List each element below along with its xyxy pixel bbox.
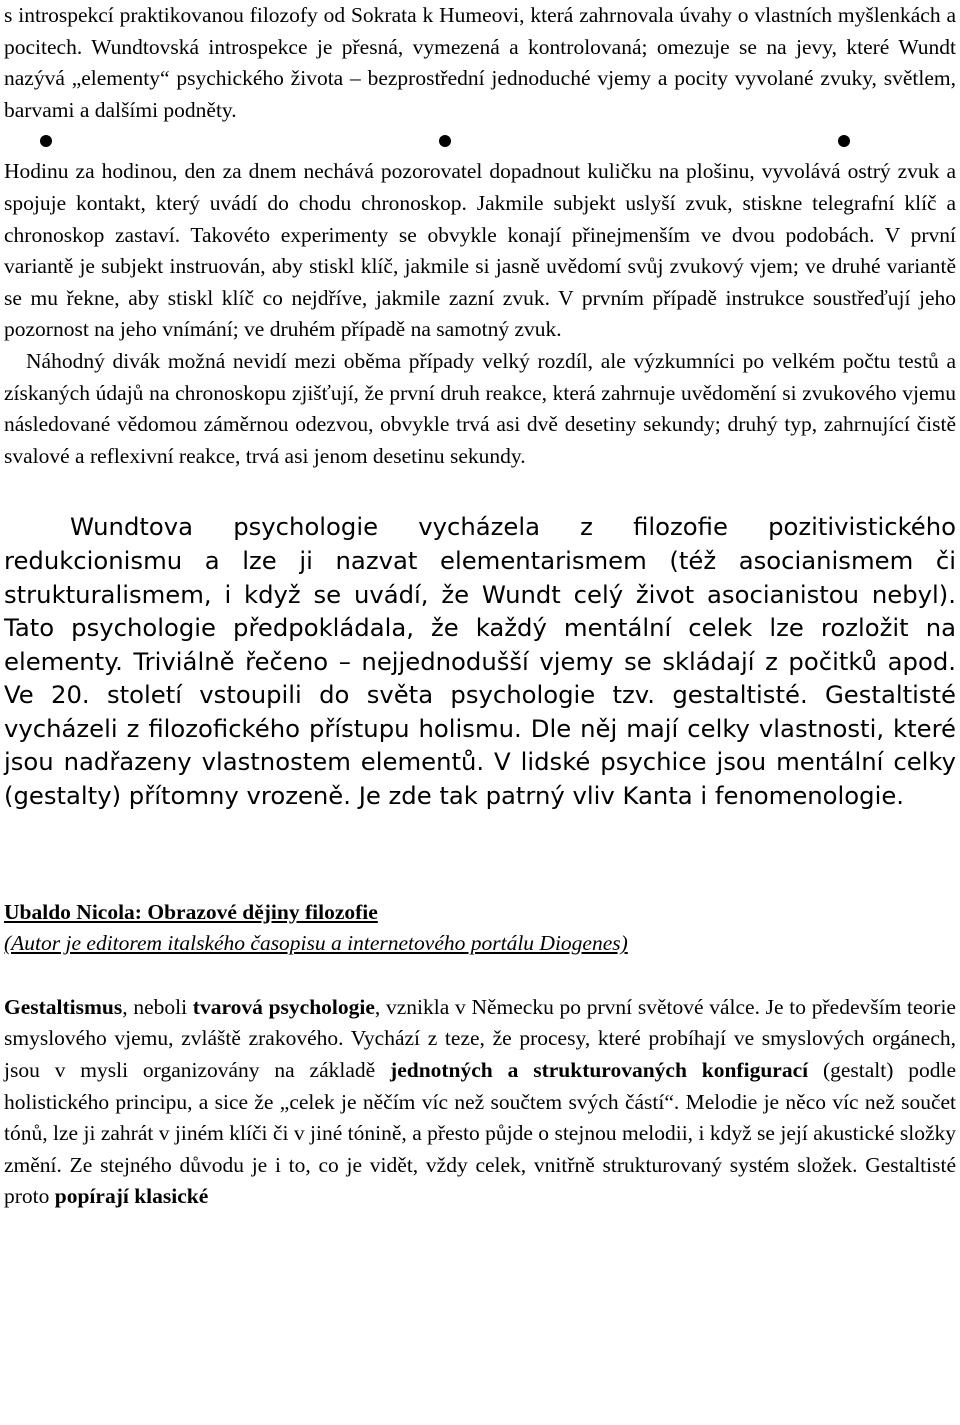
text-run: , vznikla v Německu po první světové válce. Je to především teorie smyslového vjemu, zvláště zrakového. Vychází z teze, že procesy, které probíhají ve smyslových orgánech, jsou v mysli organizovány na základě bbox=[4, 994, 956, 1083]
bullet-separator bbox=[4, 126, 956, 156]
paragraph-gestaltism bbox=[4, 992, 956, 1213]
paragraph-experiment: Hodinu za hodinou, den za dnem nechává pozorovatel dopadnout kuličku na plošinu, vyvolává ostrý zvuk a spojuje kontakt, který uvádí do chodu chronoskop. Jakmile subjekt uslyší zvuk, stiskne telegrafní klíč a chronoskop zastaví. Takovéto experimenty se obvykle konají přinejmenším ve dvou podobách. V první variantě je subjekt instruován, aby stiskl klíč, jakmile si jasně uvědomí svůj zvukový vjem; ve druhé variantě se mu řekne, aby stiskl klíč co nejdříve, jakmile zazní zvuk. V prvním případě instrukce soustřeďují jeho pozornost na jeho vnímání; ve druhém případě na samotný zvuk. bbox=[4, 159, 956, 342]
spacer bbox=[4, 813, 956, 897]
source-citation bbox=[4, 897, 956, 960]
spacer bbox=[4, 472, 956, 510]
paragraph-wundt-elementarism: Wundtova psychologie vycházela z filozofie pozitivistického redukcionismu a lze ji nazvat elementarismem (též asocianismem či strukturalismem, i když se uvádí, že Wundt celý život asocianistou nebyl). Tato psychologie předpokládala, že každý mentální celek lze rozložit na elementy. Triviálně řečeno – nejjednodušší vjemy se skládají z počitků apod. Ve 20. století vstoupili do světa psychologie tzv. gestaltisté. Gestaltisté vycházeli z filozofického přístupu holismu. Dle něj mají celky vlastnosti, které jsou nadřazeny vlastnostem elementů. V lidské psychice jsou mentální celky (gestalty) přítomny vrozeně. Je zde tak patrný vliv Kanta i fenomenologie. bbox=[4, 512, 956, 811]
term-popiraji-klasicke: popírají klasické bbox=[54, 1184, 209, 1209]
source-note: (Autor je editorem italského časopisu a internetového portálu Diogenes) bbox=[4, 931, 628, 956]
spacer bbox=[4, 960, 956, 992]
term-konfigurace: jednotných a strukturovaných konfigurací bbox=[390, 1058, 809, 1083]
text-block-wundt-introspection bbox=[4, 0, 956, 126]
text-block-experiment bbox=[4, 156, 956, 472]
term-gestaltismus: Gestaltismus bbox=[4, 994, 123, 1019]
bullet-dot-1 bbox=[40, 135, 52, 147]
source-heading: Ubaldo Nicola: Obrazové dějiny filozofie bbox=[4, 899, 378, 924]
bullet-dot-2 bbox=[439, 135, 451, 147]
text-run: , neboli bbox=[122, 994, 193, 1019]
document-page bbox=[4, 0, 956, 1213]
paragraph-reaction-times: Náhodný divák možná nevidí mezi oběma případy velký rozdíl, ale výzkumníci po velkém počtu testů a získaných údajů na chronoskopu zjišťují, že první druh reakce, která zahrnuje uvědomění si zvukového vjemu následované vědomou záměrnou odezvou, obvykle trvá asi dvě desetiny sekundy; druhý typ, zahrnující čistě svalové a reflexivní reakce, trvá asi jenom desetinu sekundy. bbox=[4, 348, 956, 468]
bullet-dot-3 bbox=[838, 135, 850, 147]
term-tvarova-psychologie: tvarová psychologie bbox=[192, 994, 375, 1019]
paragraph-introspection: s introspekcí praktikovanou filozofy od Sokrata k Humeovi, která zahrnovala úvahy o vlastních myšlenkách a pocitech. Wundtovská introspekce je přesná, vymezená a kontrolovaná; omezuje se na jevy, které Wundt nazývá „elementy“ psychického života – bezprostřední jednoduché vjemy a pocity vyvolané zvuky, světlem, barvami a dalšími podněty. bbox=[4, 3, 956, 122]
text-run: (gestalt) podle holistického principu, a sice že „celek je něčím víc než součtem svých částí“. Melodie je něco víc než součet tónů, lze ji zahrát v jiném klíči či v jiné tónině, a přesto půjde o stejnou melodii, i když se její akustické složky změní. Ze stejného důvodu je i to, co je vidět, vždy celek, vnitřně strukturovaný systém složek. Gestaltisté proto bbox=[4, 1058, 956, 1209]
text-block-gestaltism bbox=[4, 992, 956, 1213]
